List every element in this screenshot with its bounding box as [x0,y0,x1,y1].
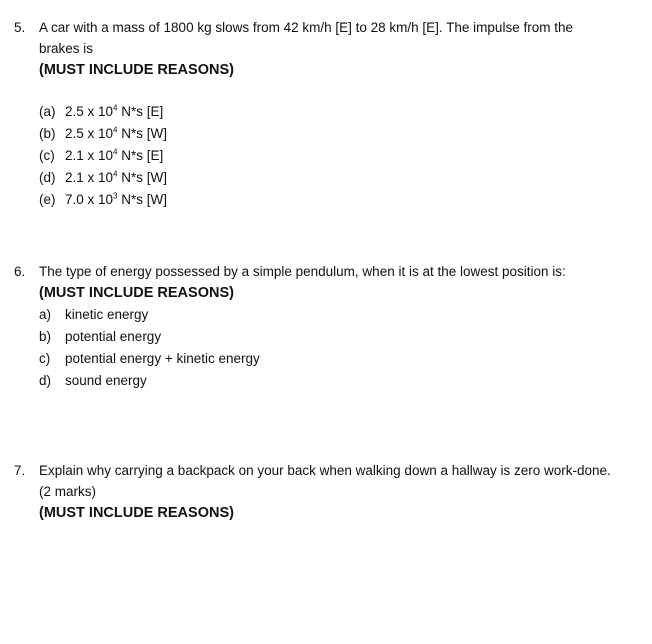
answer-option-d [39,370,644,392]
option-text: potential energy [65,329,162,344]
option-letter: a) [39,307,52,322]
question-7 [14,460,644,524]
question-marks: (2 marks) [39,484,96,499]
must-include-reasons: (MUST INCLUDE REASONS) [39,285,234,301]
option-letter: c) [39,351,51,366]
option-letter: (b) [39,126,56,141]
option-letter: d) [39,373,52,388]
answer-options [39,304,644,392]
question-body [39,460,644,524]
option-text: potential energy + kinetic energy [65,351,260,366]
option-letter: (c) [39,148,55,163]
question-text [39,17,644,59]
option-letter: (a) [39,104,56,119]
question-number: 6. [14,264,26,279]
option-text: 2.5 x $10^4$ N*s [W] [65,125,167,141]
answer-option-b [39,326,644,348]
option-text: 2.1 x $10^4$ N*s [E] [65,147,164,163]
answer-option-c [39,145,644,167]
option-text: 2.1 x $10^4$ N*s [W] [65,169,167,185]
answer-option-a [39,304,644,326]
question-number: 5. [14,20,26,35]
option-letter: b) [39,329,52,344]
option-text: sound energy [65,373,147,388]
answer-option-c [39,348,644,370]
option-letter: (d) [39,170,56,185]
answer-option-a [39,101,644,123]
must-include-reasons: (MUST INCLUDE REASONS) [39,505,234,521]
question-text-line-1: Explain why carrying a backpack on your back when walking down a hallway is zero work-done. [39,463,611,478]
option-letter: (e) [39,192,56,207]
option-text: 2.5 x $10^4$ N*s [E] [65,103,164,119]
option-text: 7.0 x $10^3$ N*s [W] [65,191,167,207]
answer-options [39,101,644,211]
must-include-reasons: (MUST INCLUDE REASONS) [39,62,234,78]
question-text-line-1: A car with a mass of 1800 kg slows from 42 km/h [E] to 28 km/h [E]. The impulse from the [39,20,573,35]
answer-option-b [39,123,644,145]
question-body [39,17,644,211]
question-text: The type of energy possessed by a simple pendulum, when it is at the lowest position is: [39,264,566,279]
question-text-line-2: brakes is [39,41,94,56]
question-body [39,261,644,392]
option-text: kinetic energy [65,307,149,322]
answer-option-e [39,189,644,211]
question-text [39,460,644,502]
question-6 [14,261,644,392]
question-number: 7. [14,463,26,478]
question-5 [14,17,644,211]
answer-option-d [39,167,644,189]
